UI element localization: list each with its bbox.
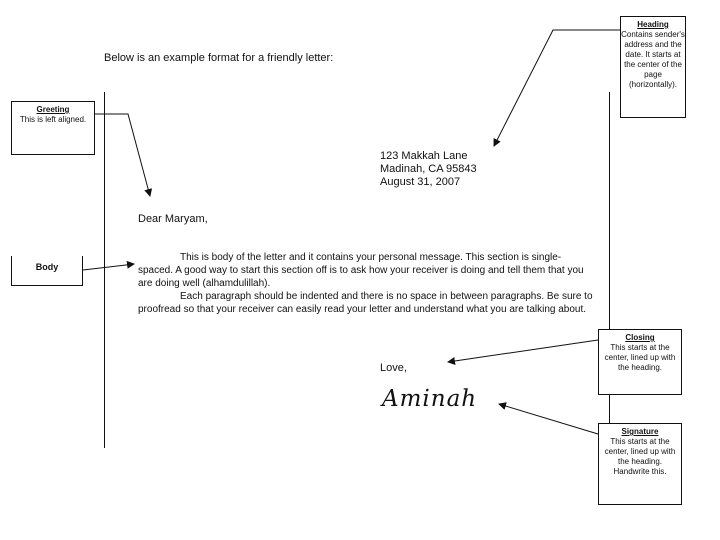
body-paragraph-1: This is body of the letter and it contains your personal message. This section is single-spaced. A good way to start this section off is to ask how your receiver is doing and tell them that you are doing well (alhamdulillah). bbox=[138, 252, 584, 289]
greeting-callout-title: Greeting bbox=[36, 105, 70, 114]
body-paragraph-2: Each paragraph should be indented and there is no space in between paragraphs. Be sure to proofread so that your receiver can easily read your letter and understand what you are talking about. bbox=[138, 291, 593, 315]
signature-arrow bbox=[499, 404, 598, 434]
letter-closing: Love, bbox=[380, 362, 407, 374]
intro-text: Below is an example format for a friendly letter: bbox=[104, 52, 334, 64]
signature-callout-title: Signature bbox=[621, 427, 659, 436]
letter-signature: Aminah bbox=[382, 386, 478, 412]
letter-date: August 31, 2007 bbox=[380, 176, 461, 188]
signature-callout-text: This starts at the center, lined up with the heading. Handwrite this. bbox=[604, 437, 676, 476]
closing-callout-title: Closing bbox=[625, 333, 655, 342]
address-line-city: Madinah, CA 95843 bbox=[380, 163, 477, 175]
address-line-street: 123 Makkah Lane bbox=[380, 150, 468, 162]
greeting-callout-text: This is left aligned. bbox=[19, 115, 87, 124]
closing-arrow bbox=[448, 340, 598, 362]
heading-arrow bbox=[494, 30, 620, 146]
heading-callout-title: Heading bbox=[637, 20, 669, 29]
body-callout-title: Body bbox=[35, 262, 59, 272]
closing-callout-text: This starts at the center, lined up with the heading. bbox=[604, 343, 676, 372]
greeting-arrow bbox=[95, 114, 150, 196]
heading-callout-text: Contains sender's address and the date. It starts at the center of the page (horizontally). bbox=[621, 30, 685, 89]
letter-greeting: Dear Maryam, bbox=[138, 213, 208, 225]
body-arrow bbox=[83, 264, 134, 270]
